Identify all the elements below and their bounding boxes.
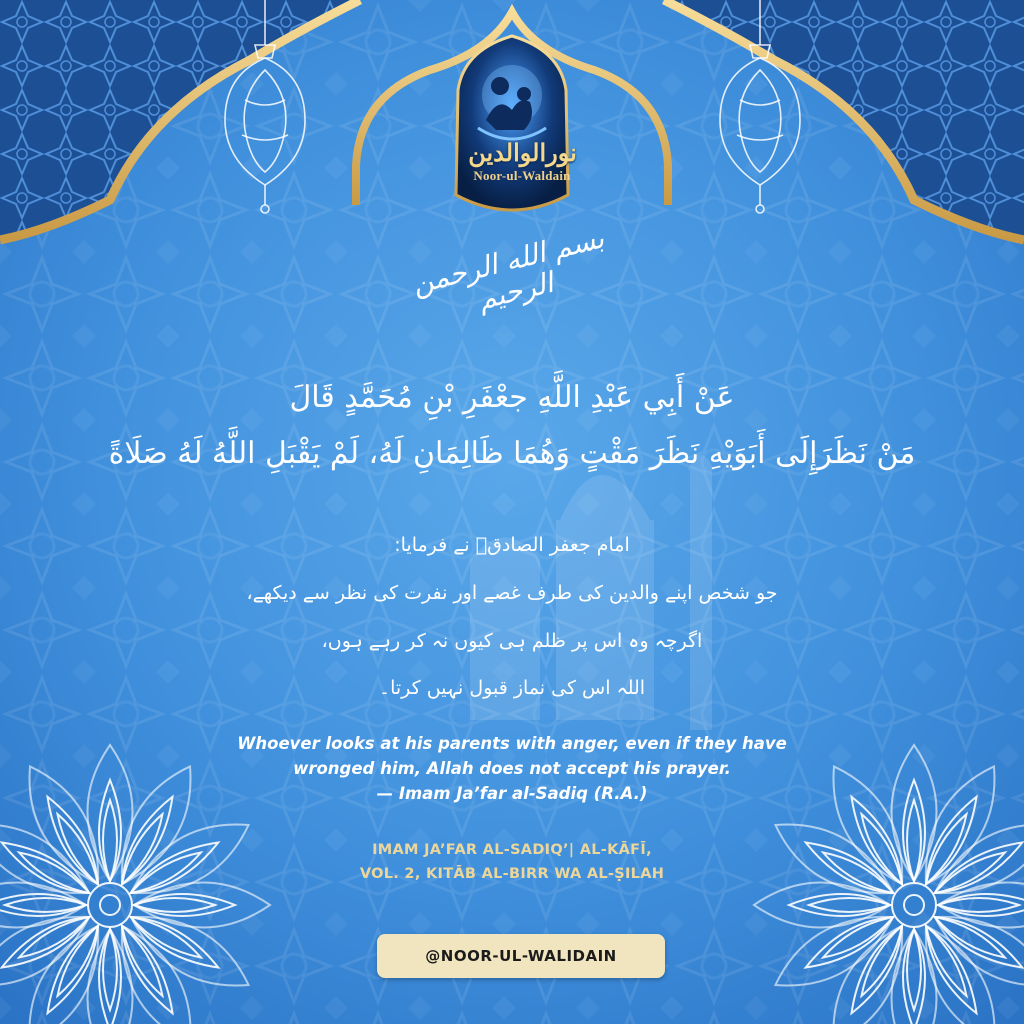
urdu-translation-line-4: اللہ اس کی نماز قبول نہیں کرتا۔ [378,677,646,699]
urdu-translation-line-1: امام جعفر الصادقؑ نے فرمایا: [394,534,630,556]
urdu-translation-line-3: اگرچہ وہ اس پر ظلم ہی کیوں نہ کر رہے ہوں، [321,630,703,652]
logo-english-name: Noor-ul-Waldain [473,168,571,183]
source-citation-line-1: IMAM JA’FAR AL-SADIQ’| AL-KĀFĪ, [372,842,652,858]
hadith-arabic-line-2: مَنْ نَظَرَإِلَى أَبَوَيْهِ نَظَرَ مَقْتٍ وَهُمَا ظَالِمَانِ لَهُ، لَمْ يَقْبَلِ اللَّهُ لَهُ صَلَاةً [108,436,916,471]
source-citation-line-2: VOL. 2, KITĀB AL-BIRR WA AL-ṢILAH [359,866,665,882]
social-handle-button[interactable] [377,934,665,978]
logo-urdu-name: نورالوالدین [468,138,577,167]
english-attribution: — Imam Ja’far al-Sadiq (R.A.) [376,784,648,803]
urdu-translation-line-2: جو شخص اپنے والدین کی طرف غصے اور نفرت کی نظر سے دیکھے، [246,582,778,604]
basmala-calligraphy: بسم الله الرحمن الرحيم [408,221,608,317]
hadith-arabic-line-1: عَنْ أَبِي عَبْدِ اللَّهِ جعْفَرِ بْنِ مُحَمَّدٍ قَالَ [289,380,735,415]
english-translation-line-2: wronged him, Allah does not accept his prayer. [293,759,731,778]
english-translation-line-1: Whoever looks at his parents with anger, even if they have [237,734,787,753]
social-handle-label: @NOOR-UL-WALIDAIN [425,947,617,965]
